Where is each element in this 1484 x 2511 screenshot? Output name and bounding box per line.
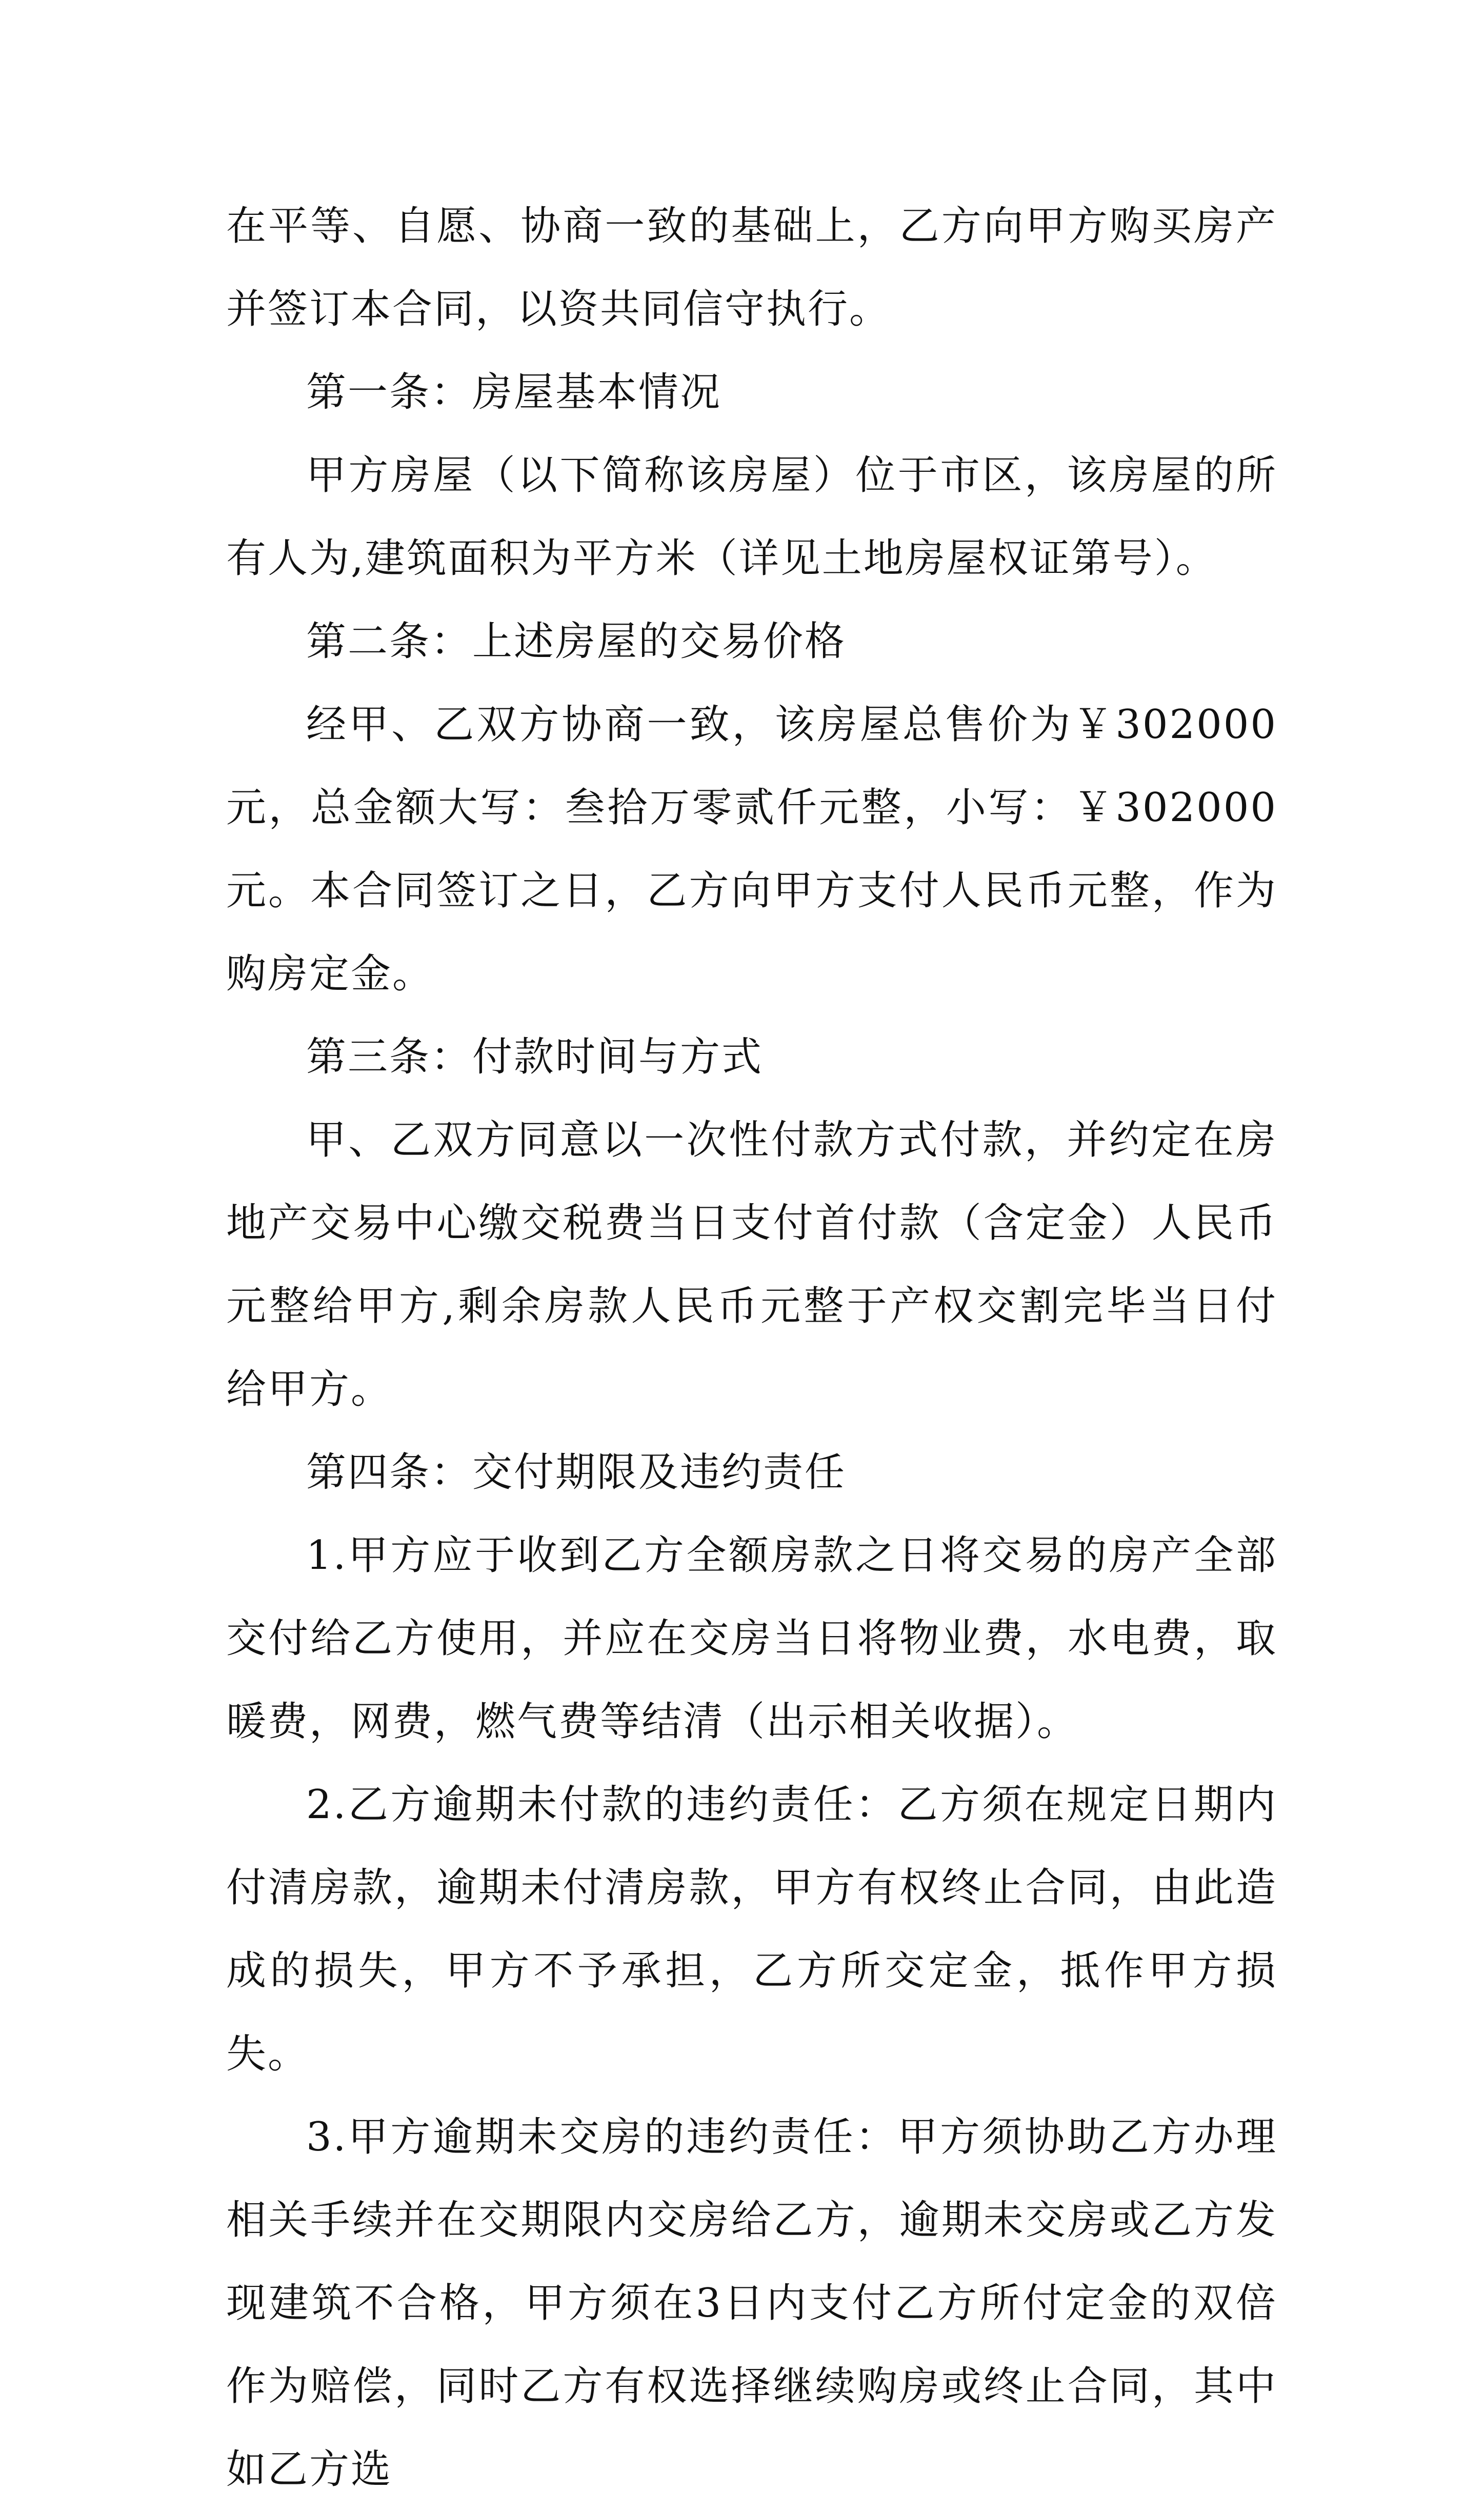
intro-paragraph: 在平等、自愿、协商一致的基础上，乙方向甲方购买房产并签订本合同，以资共同信守执行。 (226, 203, 1277, 332)
article-2-heading: 第二条：上述房屋的交易价格 (306, 619, 847, 665)
contract-body (226, 185, 1277, 2511)
article-1-paragraph: 甲方房屋（以下简称该房屋）位于市区，该房屋的所有人为,建筑面积为平方米（详见土地房屋权证第号）。 (226, 452, 1277, 582)
article-3-heading: 第三条：付款时间与方式 (306, 1034, 764, 1080)
article-1-heading: 第一条：房屋基本情况 (306, 369, 722, 415)
article-3-paragraph: 甲、乙双方同意以一次性付款方式付款，并约定在房地产交易中心缴交税费当日支付首付款（含定金）人民币元整给甲方,剩余房款人民币元整于产权交割完毕当日付给甲方。 (226, 1117, 1277, 1412)
article-4-item-3: 3.甲方逾期未交房的违约责任：甲方须协助乙方办理相关手续并在交期限内交房给乙方，逾期未交房或乙方发现建筑不合格，甲方须在3日内支付乙方所付定金的双倍作为赔偿，同时乙方有权选择继续购房或终止合同，其中如乙方选 (226, 2114, 1277, 2493)
article-4-item-1: 1.甲方应于收到乙方全额房款之日将交易的房产全部交付给乙方使用，并应在交房当日将物业费，水电费，取暖费，网费，燃气费等结清（出示相关收据）。 (226, 1532, 1277, 1745)
article-4-heading: 第四条：交付期限及违约责任 (306, 1449, 847, 1496)
article-4-item-2: 2.乙方逾期未付款的违约责任：乙方须在规定日期内付清房款，逾期未付清房款，甲方有权终止合同，由此造成的损失，甲方不予承担，乙方所交定金，抵作甲方损失。 (226, 1782, 1277, 2077)
article-2-paragraph: 经甲、乙双方协商一致，该房屋总售价为￥302000元，总金额大写：叁拾万零贰仟元整，小写：￥302000元。本合同签订之日，乙方向甲方支付人民币元整，作为购房定金。 (226, 702, 1277, 997)
